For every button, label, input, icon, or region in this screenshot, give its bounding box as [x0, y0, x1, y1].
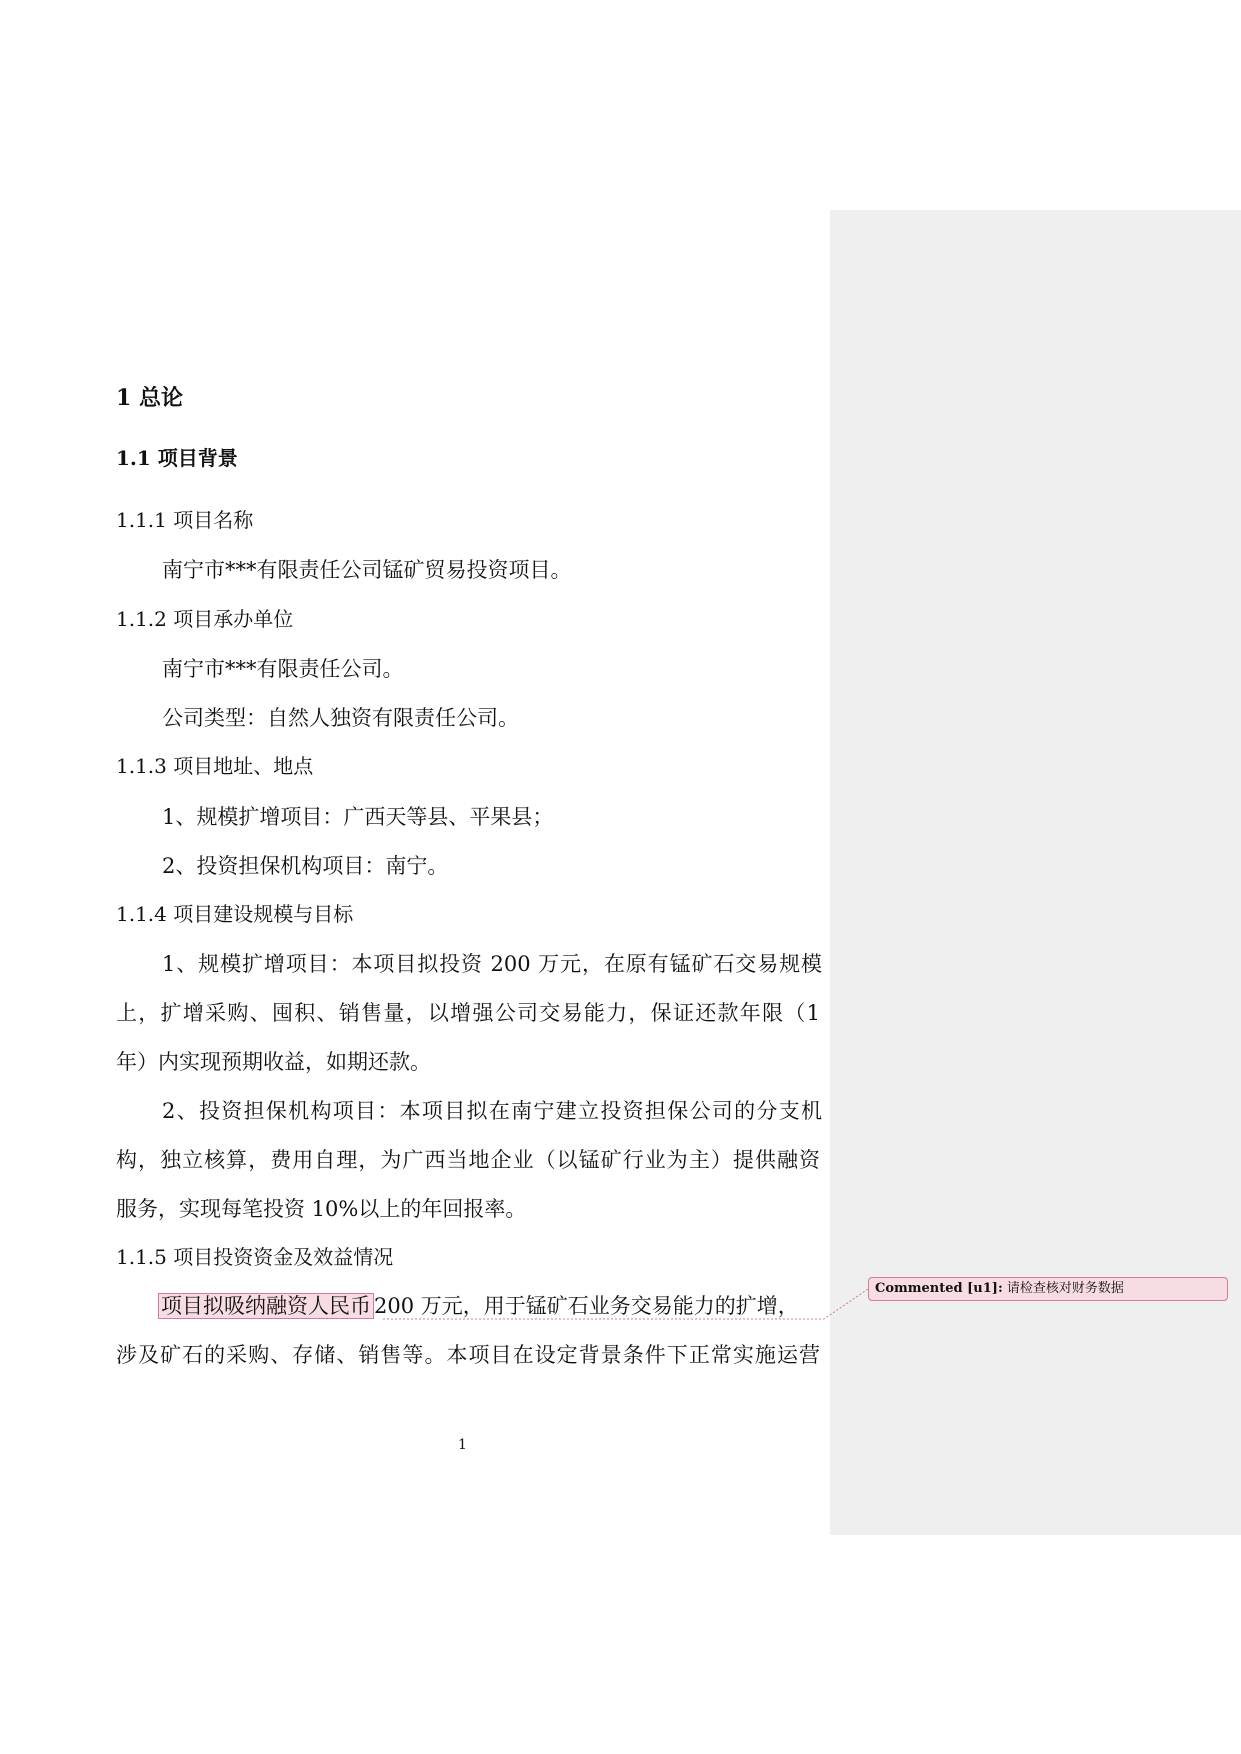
paragraph-project-name: 南宁市***有限责任公司锰矿贸易投资项目。 [162, 558, 572, 582]
paragraph-unit-name: 南宁市***有限责任公司。 [162, 657, 404, 681]
paragraph-funding-line-2: 涉及矿石的采购、存储、销售等。本项目在设定背景条件下正常实施运营 [116, 1343, 820, 1367]
paragraph-scale-1-line-2: 上，扩增采购、囤积、销售量，以增强公司交易能力，保证还款年限（1 [116, 1001, 820, 1025]
paragraph-scale-1-line-1: 1、规模扩增项目：本项目拟投资 200 万元，在原有锰矿石交易规模 [162, 952, 822, 976]
subsection-heading-5: 1.1.5 项目投资资金及效益情况 [116, 1245, 394, 1269]
page-number: 1 [458, 1437, 467, 1453]
comment-author-label: Commented [u1]: [875, 1281, 1003, 1296]
paragraph-scale-2-line-3: 服务，实现每笔投资 10%以上的年回报率。 [116, 1197, 527, 1221]
subsection-heading-4: 1.1.4 项目建设规模与目标 [116, 902, 354, 926]
comment-text: 请检查核对财务数据 [1006, 1281, 1124, 1296]
paragraph-location-2: 2、投资担保机构项目：南宁。 [162, 854, 449, 878]
paragraph-scale-2-line-2: 构，独立核算，费用自理，为广西当地企业（以锰矿行业为主）提供融资 [116, 1148, 820, 1172]
paragraph-scale-2-line-1: 2、投资担保机构项目：本项目拟在南宁建立投资担保公司的分支机 [162, 1099, 822, 1123]
comment-balloon[interactable] [868, 1277, 1228, 1301]
commented-text-highlight[interactable]: 项目拟吸纳融资人民币 [158, 1293, 374, 1319]
section-heading: 1.1 项目背景 [116, 446, 238, 470]
subsection-heading-2: 1.1.2 项目承办单位 [116, 607, 294, 631]
paragraph-company-type: 公司类型：自然人独资有限责任公司。 [162, 706, 519, 730]
subsection-heading-1: 1.1.1 项目名称 [116, 508, 254, 532]
chapter-heading: 1 总论 [116, 385, 183, 411]
paragraph-scale-1-line-3: 年）内实现预期收益，如期还款。 [116, 1050, 431, 1074]
subsection-heading-3: 1.1.3 项目地址、地点 [116, 754, 314, 778]
paragraph-location-1: 1、规模扩增项目：广西天等县、平果县； [162, 805, 554, 829]
funding-line-1-rest: 200 万元，用于锰矿石业务交易能力的扩增， [374, 1294, 799, 1318]
